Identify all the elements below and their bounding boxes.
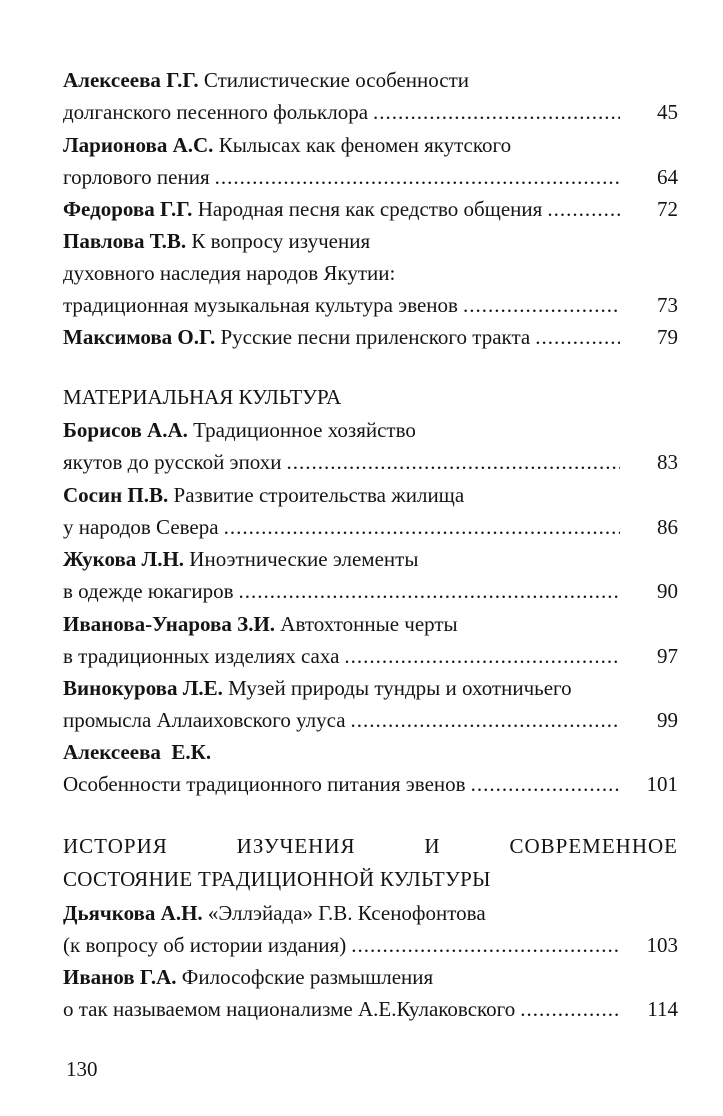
- toc-title: традиционная музыкальная культура эвенов: [63, 293, 458, 317]
- toc-title: в традиционных изделиях саха: [63, 644, 340, 668]
- toc-title: в одежде юкагиров: [63, 579, 234, 603]
- toc-author: Алексеева Г.Г.: [63, 68, 199, 92]
- dot-leader: [215, 161, 620, 193]
- toc-title: духовного наследия народов Якутии:: [63, 261, 396, 285]
- page-number: 130: [66, 1057, 98, 1081]
- toc-entry-author-line: [63, 543, 678, 575]
- toc-author: Винокурова Л.Е.: [63, 676, 223, 700]
- toc-page-number: 99: [657, 708, 678, 732]
- toc-author: Иванова-Унарова З.И.: [63, 612, 276, 636]
- toc-author: Максимова О.Г.: [63, 325, 216, 349]
- toc-author: Дьячкова А.Н.: [63, 901, 203, 925]
- toc-author: Борисов А.А.: [63, 418, 188, 442]
- toc-title: Народная песня как средство общения: [197, 197, 543, 221]
- toc-title: Философские размышления: [181, 965, 434, 989]
- dot-leader: [471, 768, 620, 800]
- toc-page-number: 73: [657, 293, 678, 317]
- section-heading-history-line1: ИСТОРИЯ ИЗУЧЕНИЯ И СОВРЕМЕННОЕ: [63, 834, 678, 858]
- toc-title: Особенности традиционного питания эвенов: [63, 772, 466, 796]
- toc-title: у народов Севера: [63, 515, 219, 539]
- dot-leader: [224, 511, 620, 543]
- toc-entry-author-line: [63, 64, 678, 96]
- toc-entry-line: [63, 993, 678, 1025]
- toc-title: долганского песенного фольклора: [63, 100, 369, 124]
- toc-author: Жукова Л.Н.: [63, 547, 185, 571]
- toc-author: Ларионова А.С.: [63, 133, 214, 157]
- section-heading-history-line2: СОСТОЯНИЕ ТРАДИЦИОННОЙ КУЛЬТУРЫ: [63, 867, 491, 891]
- dot-leader: [351, 929, 620, 961]
- toc-entry-author-line: [63, 736, 678, 768]
- toc-entry-line: [63, 161, 678, 193]
- toc-page-number: 72: [657, 197, 678, 221]
- toc-page-number: 83: [657, 450, 678, 474]
- toc-entry-line: [63, 96, 678, 128]
- dot-leader: [239, 575, 621, 607]
- toc-title: Иноэтнические элементы: [189, 547, 419, 571]
- dot-leader: [373, 96, 620, 128]
- toc-entry-author-line: [63, 961, 678, 993]
- toc-entry-author-line: [63, 897, 678, 929]
- section-heading-material: МАТЕРИАЛЬНАЯ КУЛЬТУРА: [63, 385, 342, 409]
- toc-author: Иванов Г.А.: [63, 965, 177, 989]
- toc-entry-author-line: [63, 414, 678, 446]
- toc-entry-line: [63, 704, 678, 736]
- toc-page-number: 101: [646, 772, 678, 796]
- toc-entry-author-line: [63, 225, 678, 257]
- toc-entry-author-line: [63, 479, 678, 511]
- toc-page-number: 86: [657, 515, 678, 539]
- dot-leader: [351, 704, 620, 736]
- toc-author: Федорова Г.Г.: [63, 197, 193, 221]
- toc-entry-author-line: [63, 672, 678, 704]
- dot-leader: [344, 640, 620, 672]
- toc-title: Традиционное хозяйство: [193, 418, 416, 442]
- toc-entry-author-line: [63, 608, 678, 640]
- toc-title: Автохтонные черты: [280, 612, 458, 636]
- dot-leader: [463, 289, 620, 321]
- toc-page-number: 45: [657, 100, 678, 124]
- toc-page-number: 90: [657, 579, 678, 603]
- toc-entry-line: [63, 289, 678, 321]
- toc-entry-author-line: [63, 321, 678, 353]
- toc-author: Сосин П.В.: [63, 483, 169, 507]
- toc-title: (к вопросу об истории издания): [63, 933, 347, 957]
- toc-title: Музей природы тундры и охотничьего: [228, 676, 572, 700]
- toc-page-number: 97: [657, 644, 678, 668]
- dot-leader: [547, 193, 620, 225]
- toc-author: Алексеева Е.К.: [63, 740, 212, 764]
- dot-leader: [287, 446, 620, 478]
- toc-title: Развитие строительства жилища: [173, 483, 465, 507]
- toc-title: Русские песни приленского тракта: [220, 325, 531, 349]
- toc-title: Кылысах как феномен якутского: [218, 133, 512, 157]
- toc-title: Стилистические особенности: [203, 68, 470, 92]
- dot-leader: [535, 321, 620, 353]
- toc-page-number: 79: [657, 325, 678, 349]
- toc-entry-line: [63, 257, 678, 289]
- toc-title: промысла Аллаиховского улуса: [63, 708, 346, 732]
- toc-page-number: 103: [646, 933, 678, 957]
- toc-page-number: 64: [657, 165, 678, 189]
- toc-entry-author-line: [63, 193, 678, 225]
- toc-author: Павлова Т.В.: [63, 229, 187, 253]
- toc-entry-line: [63, 929, 678, 961]
- toc-title: о так называемом национализме А.Е.Кулаковского: [63, 997, 516, 1021]
- toc-title: якутов до русской эпохи: [63, 450, 282, 474]
- dot-leader: [520, 993, 620, 1025]
- toc-entry-line: [63, 446, 678, 478]
- toc-page-number: 114: [647, 997, 678, 1021]
- toc-title: «Эллэйада» Г.В. Ксенофонтова: [207, 901, 486, 925]
- toc-title: горлового пения: [63, 165, 210, 189]
- toc-entry-line: [63, 511, 678, 543]
- toc-title: К вопросу изучения: [191, 229, 371, 253]
- toc-entry-line: [63, 575, 678, 607]
- toc-entry-line: [63, 640, 678, 672]
- toc-entry-line: [63, 768, 678, 800]
- toc-entry-author-line: [63, 129, 678, 161]
